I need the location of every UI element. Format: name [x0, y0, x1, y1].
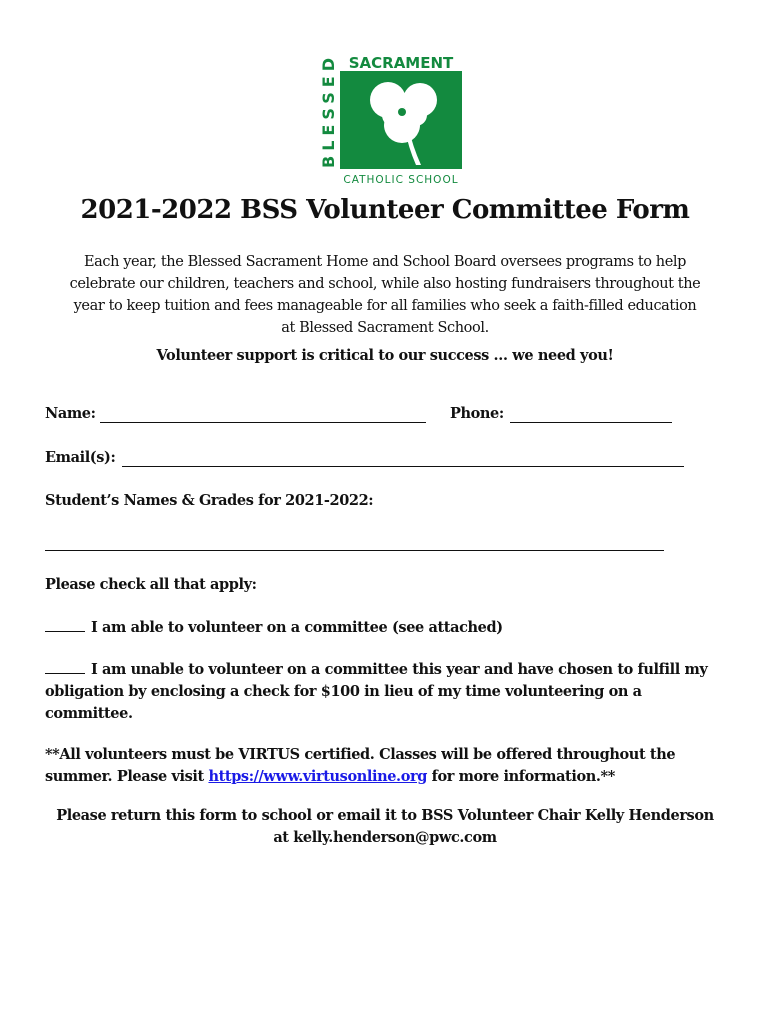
option-payment-text: I am unable to volunteer on a committee this year and have chosen to fulfill my obligation by enclosing a check for $100 in lieu of my time volunteering on a committee.	[45, 661, 708, 722]
name-field[interactable]	[100, 422, 426, 423]
option-volunteer-text: I am able to volunteer on a committee (see attached)	[91, 619, 503, 636]
phone-field[interactable]	[510, 422, 672, 423]
virtus-note	[45, 744, 725, 788]
tagline: Volunteer support is critical to our success … we need you!	[156, 347, 614, 364]
intro-line: Each year, the Blessed Sacrament Home and School Board oversees programs to help	[83, 254, 687, 270]
virtus-link[interactable]: https://www.virtusonline.org	[208, 768, 427, 785]
students-label: Student’s Names & Grades for 2021-2022:	[45, 492, 374, 509]
form-title: 2021-2022 BSS Volunteer Committee Form	[80, 195, 690, 225]
logo-word-side: BLESSED	[319, 58, 338, 168]
check-prompt: Please check all that apply:	[45, 576, 257, 593]
email-label: Email(s):	[45, 449, 116, 466]
option-volunteer-checkbox[interactable]	[45, 619, 85, 632]
logo-word-top: SACRAMENT	[348, 55, 454, 72]
return-line: Please return this form to school or email it to BSS Volunteer Chair Kelly Henderson	[56, 807, 714, 824]
phone-label: Phone:	[450, 405, 504, 422]
intro-paragraph	[45, 251, 725, 339]
virtus-text-after: for more information.**	[426, 768, 615, 785]
intro-line: celebrate our children, teachers and school, while also hosting fundraisers throughout the	[69, 276, 701, 292]
option-payment	[45, 659, 725, 725]
intro-line: year to keep tuition and fees manageable for all families who seek a faith-filled education	[73, 298, 697, 314]
return-instructions	[0, 805, 770, 849]
email-field[interactable]	[122, 466, 684, 467]
option-payment-checkbox[interactable]	[45, 661, 85, 674]
name-label: Name:	[45, 405, 96, 422]
logo-word-bottom: CATHOLIC SCHOOL	[343, 174, 459, 185]
school-logo	[316, 55, 464, 185]
return-line: at kelly.henderson@pwc.com	[273, 829, 497, 846]
students-field[interactable]	[45, 550, 664, 551]
option-volunteer	[45, 617, 725, 639]
intro-line: at Blessed Sacrament School.	[281, 320, 489, 336]
virtus-text-before: **All volunteers must be VIRTUS certified. Classes will be offered throughout the summer. Please visit	[45, 746, 676, 785]
